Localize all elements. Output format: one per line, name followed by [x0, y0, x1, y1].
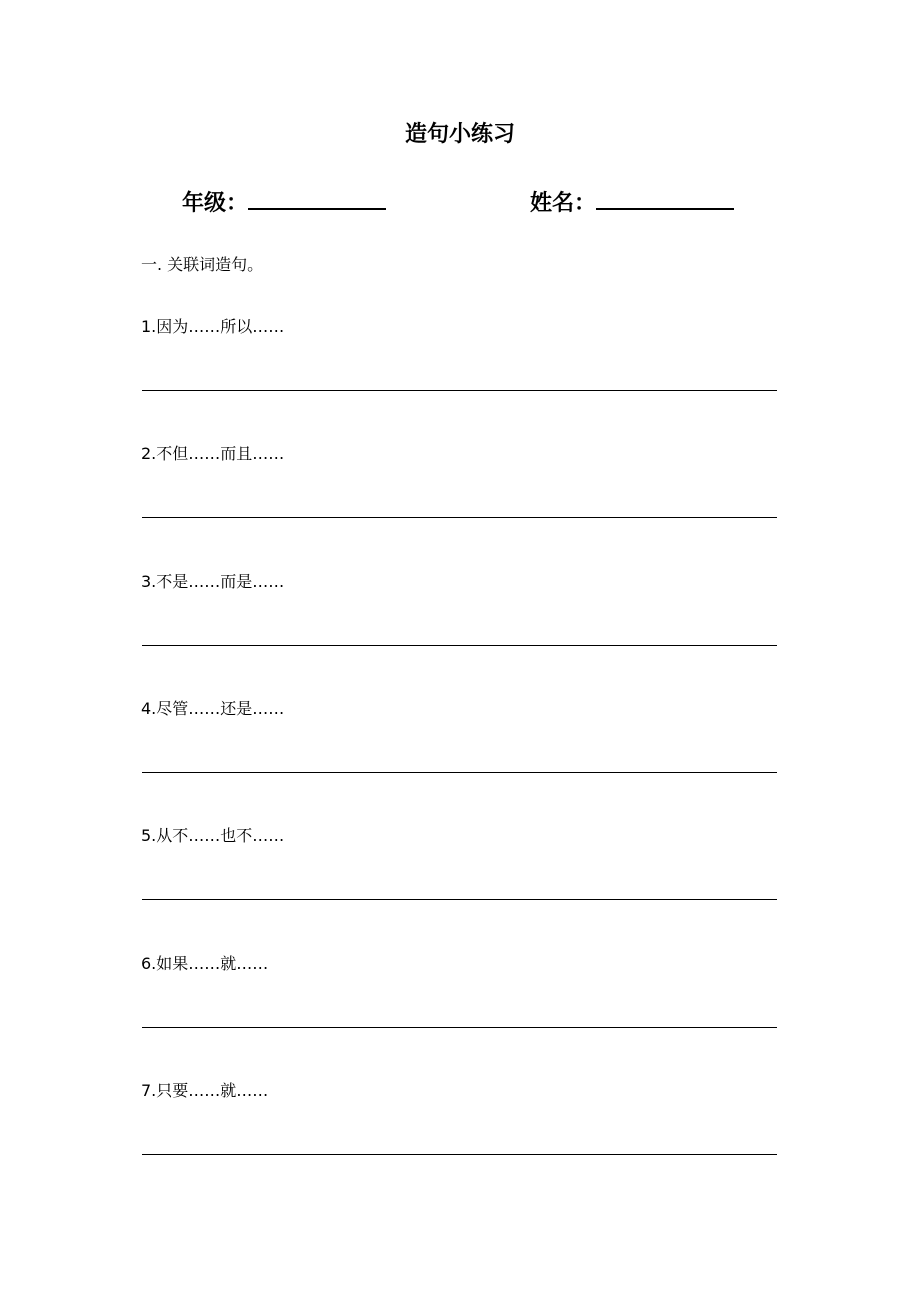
question-prompt: 3.不是……而是…… — [141, 572, 285, 591]
question-prompt: 5.从不……也不…… — [141, 826, 285, 845]
question-item — [141, 316, 781, 416]
answer-line[interactable] — [142, 1027, 777, 1028]
question-prompt: 1.因为……所以…… — [141, 317, 285, 336]
question-item — [141, 571, 781, 671]
grade-label: 年级： — [182, 191, 249, 216]
answer-line[interactable] — [142, 517, 777, 518]
question-item — [141, 1080, 781, 1180]
answer-line[interactable] — [142, 899, 777, 900]
question-prompt: 6.如果……就…… — [141, 954, 269, 973]
question-prompt: 4.尽管……还是…… — [141, 699, 285, 718]
question-prompt: 2.不但……而且…… — [141, 444, 285, 463]
grade-field — [182, 186, 386, 219]
question-item — [141, 443, 781, 543]
name-blank[interactable] — [596, 186, 734, 210]
question-item — [141, 825, 781, 925]
grade-blank[interactable] — [248, 186, 386, 210]
name-label: 姓名： — [530, 191, 597, 216]
answer-line[interactable] — [142, 1154, 777, 1155]
answer-line[interactable] — [142, 390, 777, 391]
name-field — [530, 186, 734, 219]
answer-line[interactable] — [142, 772, 777, 773]
answer-line[interactable] — [142, 645, 777, 646]
question-prompt: 7.只要……就…… — [141, 1081, 269, 1100]
question-item — [141, 698, 781, 798]
question-item — [141, 953, 781, 1053]
section-heading: 一. 关联词造句。 — [141, 255, 264, 274]
page-title: 造句小练习 — [404, 122, 515, 147]
